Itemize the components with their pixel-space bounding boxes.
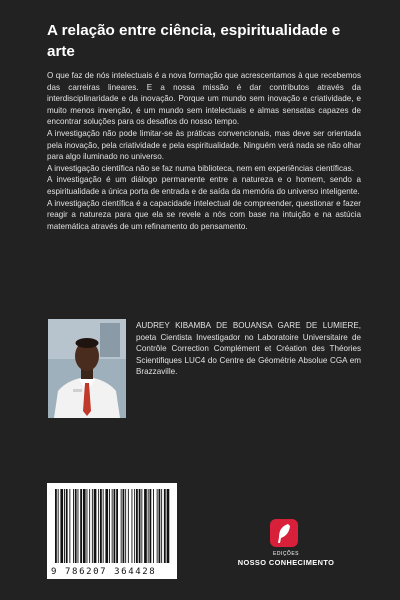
paragraph: A investigação científica é a capacidade intelectual de compreender, questionar e fazer reagir a natureza para que ela se revele a nós com base na intuição e na astúcia matemática através de um refinamento do pensamento. [47, 198, 361, 231]
paragraph: O que faz de nós intelectuais é a nova formação que acrescentamos à que recebemos das carreiras lineares. E a nossa missão é dar contributos através da interdisciplinaridade e da inovação. Porque um mundo sem inovação e criatividade, e muito menos invenção, é um mundo sem intelectuais e almas sensatas capazes de encontrar soluções para os desafios do nosso tempo. [47, 71, 361, 127]
author-bio: AUDREY KIBAMBA DE BOUANSA GARE DE LUMIERE, poeta Cientista Investigador no Laboratoire Universitaire de Contrôle Correction Complément et Création des Théories Scientifiques LUC4 do Centre de Géométrie Absolue CGA em Brazzaville. [136, 321, 361, 377]
paragraph: A investigação não pode limitar-se às práticas convencionais, mas deve ser orientada pela inovação, pela criatividade e pela espiritualidade. Ninguém verá nada se não olhar para algo iluminado no universo. [47, 128, 361, 162]
feather-icon [270, 519, 298, 547]
book-title: A relação entre ciência, espiritualidade e arte [47, 22, 341, 60]
paragraph: A investigação é um diálogo permanente entre a natureza e o homem, sendo a espiritualidade a única porta de entrada e de saída da memória do universo inteligente. [47, 175, 361, 196]
publisher-logo [270, 519, 298, 547]
author-photo [48, 319, 126, 418]
publisher-label-small: EDIÇÕES [272, 551, 299, 557]
back-cover-text [47, 70, 361, 232]
barcode-bars [47, 483, 177, 567]
paragraph: A investigação científica não se faz numa biblioteca, nem em experiências científicas. [47, 163, 354, 173]
publisher-label: NOSSO CONHECIMENTO [237, 558, 335, 567]
isbn-digits: 9 786207 364428 [51, 567, 157, 577]
publisher-name [236, 550, 336, 567]
isbn-barcode [47, 483, 177, 579]
author-portrait-image [48, 319, 126, 418]
